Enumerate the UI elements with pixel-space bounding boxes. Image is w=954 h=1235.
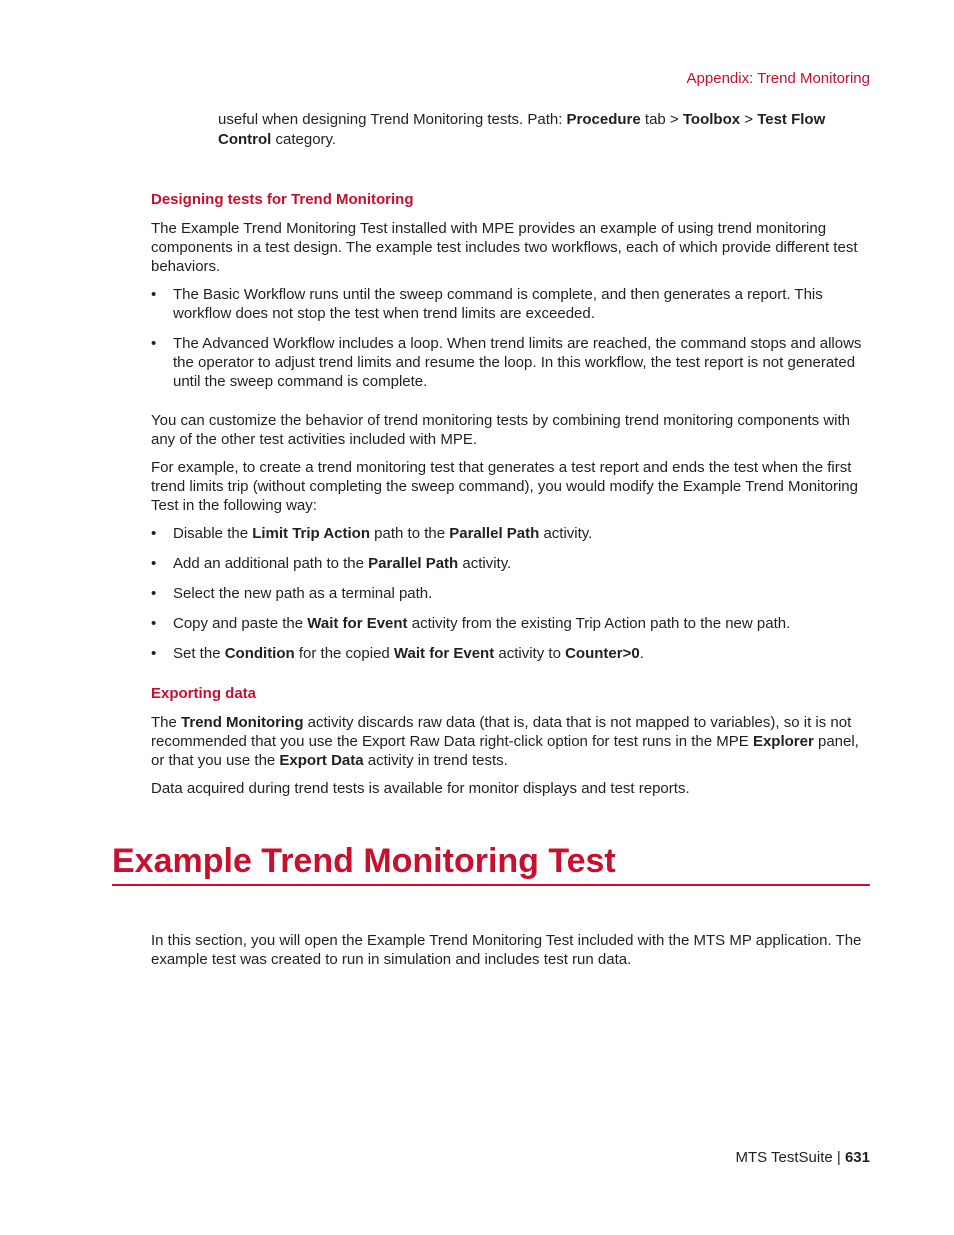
workflow-list (151, 285, 871, 391)
example-section (151, 931, 871, 978)
paragraph: You can customize the behavior of trend monitoring tests by combining trend monitoring components with any of the other test activities included with MPE. (151, 412, 850, 448)
main-content (151, 190, 871, 807)
page-footer (735, 1149, 870, 1166)
paragraph: In this section, you will open the Example Trend Monitoring Test included with the MTS MP application. The example test was created to run in simulation and includes test run data. (151, 932, 862, 968)
paragraph: The Trend Monitoring activity discards raw data (that is, data that is not mapped to variables), so it is not recommended that you use the Export Raw Data right-click option for test runs in the MPE Explorer panel, or that you use the Export Data activity in trend tests. (151, 714, 859, 769)
page-number: 631 (844, 1149, 870, 1166)
page-title: Example Trend Monitoring Test (112, 840, 870, 886)
paragraph: The Example Trend Monitoring Test installed with MPE provides an example of using trend monitoring components in a test design. The example test includes two workflows, each of which provide different test behaviors. (151, 220, 858, 275)
list-item: • Copy and paste the Wait for Event activity from the existing Trip Action path to the new path. (151, 614, 871, 633)
list-item: • The Advanced Workflow includes a loop. When trend limits are reached, the command stops and allows the operator to adjust trend limits and resume the loop. In this workflow, the test report is not generated until the sweep command is complete. (151, 334, 871, 391)
intro-paragraph: useful when designing Trend Monitoring tests. Path: Procedure tab > Toolbox > Test Flow Control category. (218, 111, 826, 148)
steps-list (151, 524, 871, 663)
paragraph: Data acquired during trend tests is available for monitor displays and test reports. (151, 780, 690, 797)
paragraph: For example, to create a trend monitoring test that generates a test report and ends the test when the first trend limits trip (without completing the sweep command), you would modify the Example Trend Monitoring Test in the following way: (151, 459, 858, 514)
list-item: • Set the Condition for the copied Wait for Event activity to Counter>0. (151, 644, 871, 663)
list-item: • Add an additional path to the Parallel Path activity. (151, 554, 871, 573)
list-item: • Select the new path as a terminal path. (151, 584, 871, 603)
product-name: MTS TestSuite | (735, 1149, 845, 1166)
list-item: • Disable the Limit Trip Action path to the Parallel Path activity. (151, 524, 871, 543)
list-item: • The Basic Workflow runs until the sweep command is complete, and then generates a report. This workflow does not stop the test when trend limits are exceeded. (151, 285, 871, 323)
running-header: Appendix: Trend Monitoring (686, 70, 870, 87)
section-heading-designing: Designing tests for Trend Monitoring (151, 191, 414, 208)
section-heading-exporting: Exporting data (151, 685, 257, 702)
